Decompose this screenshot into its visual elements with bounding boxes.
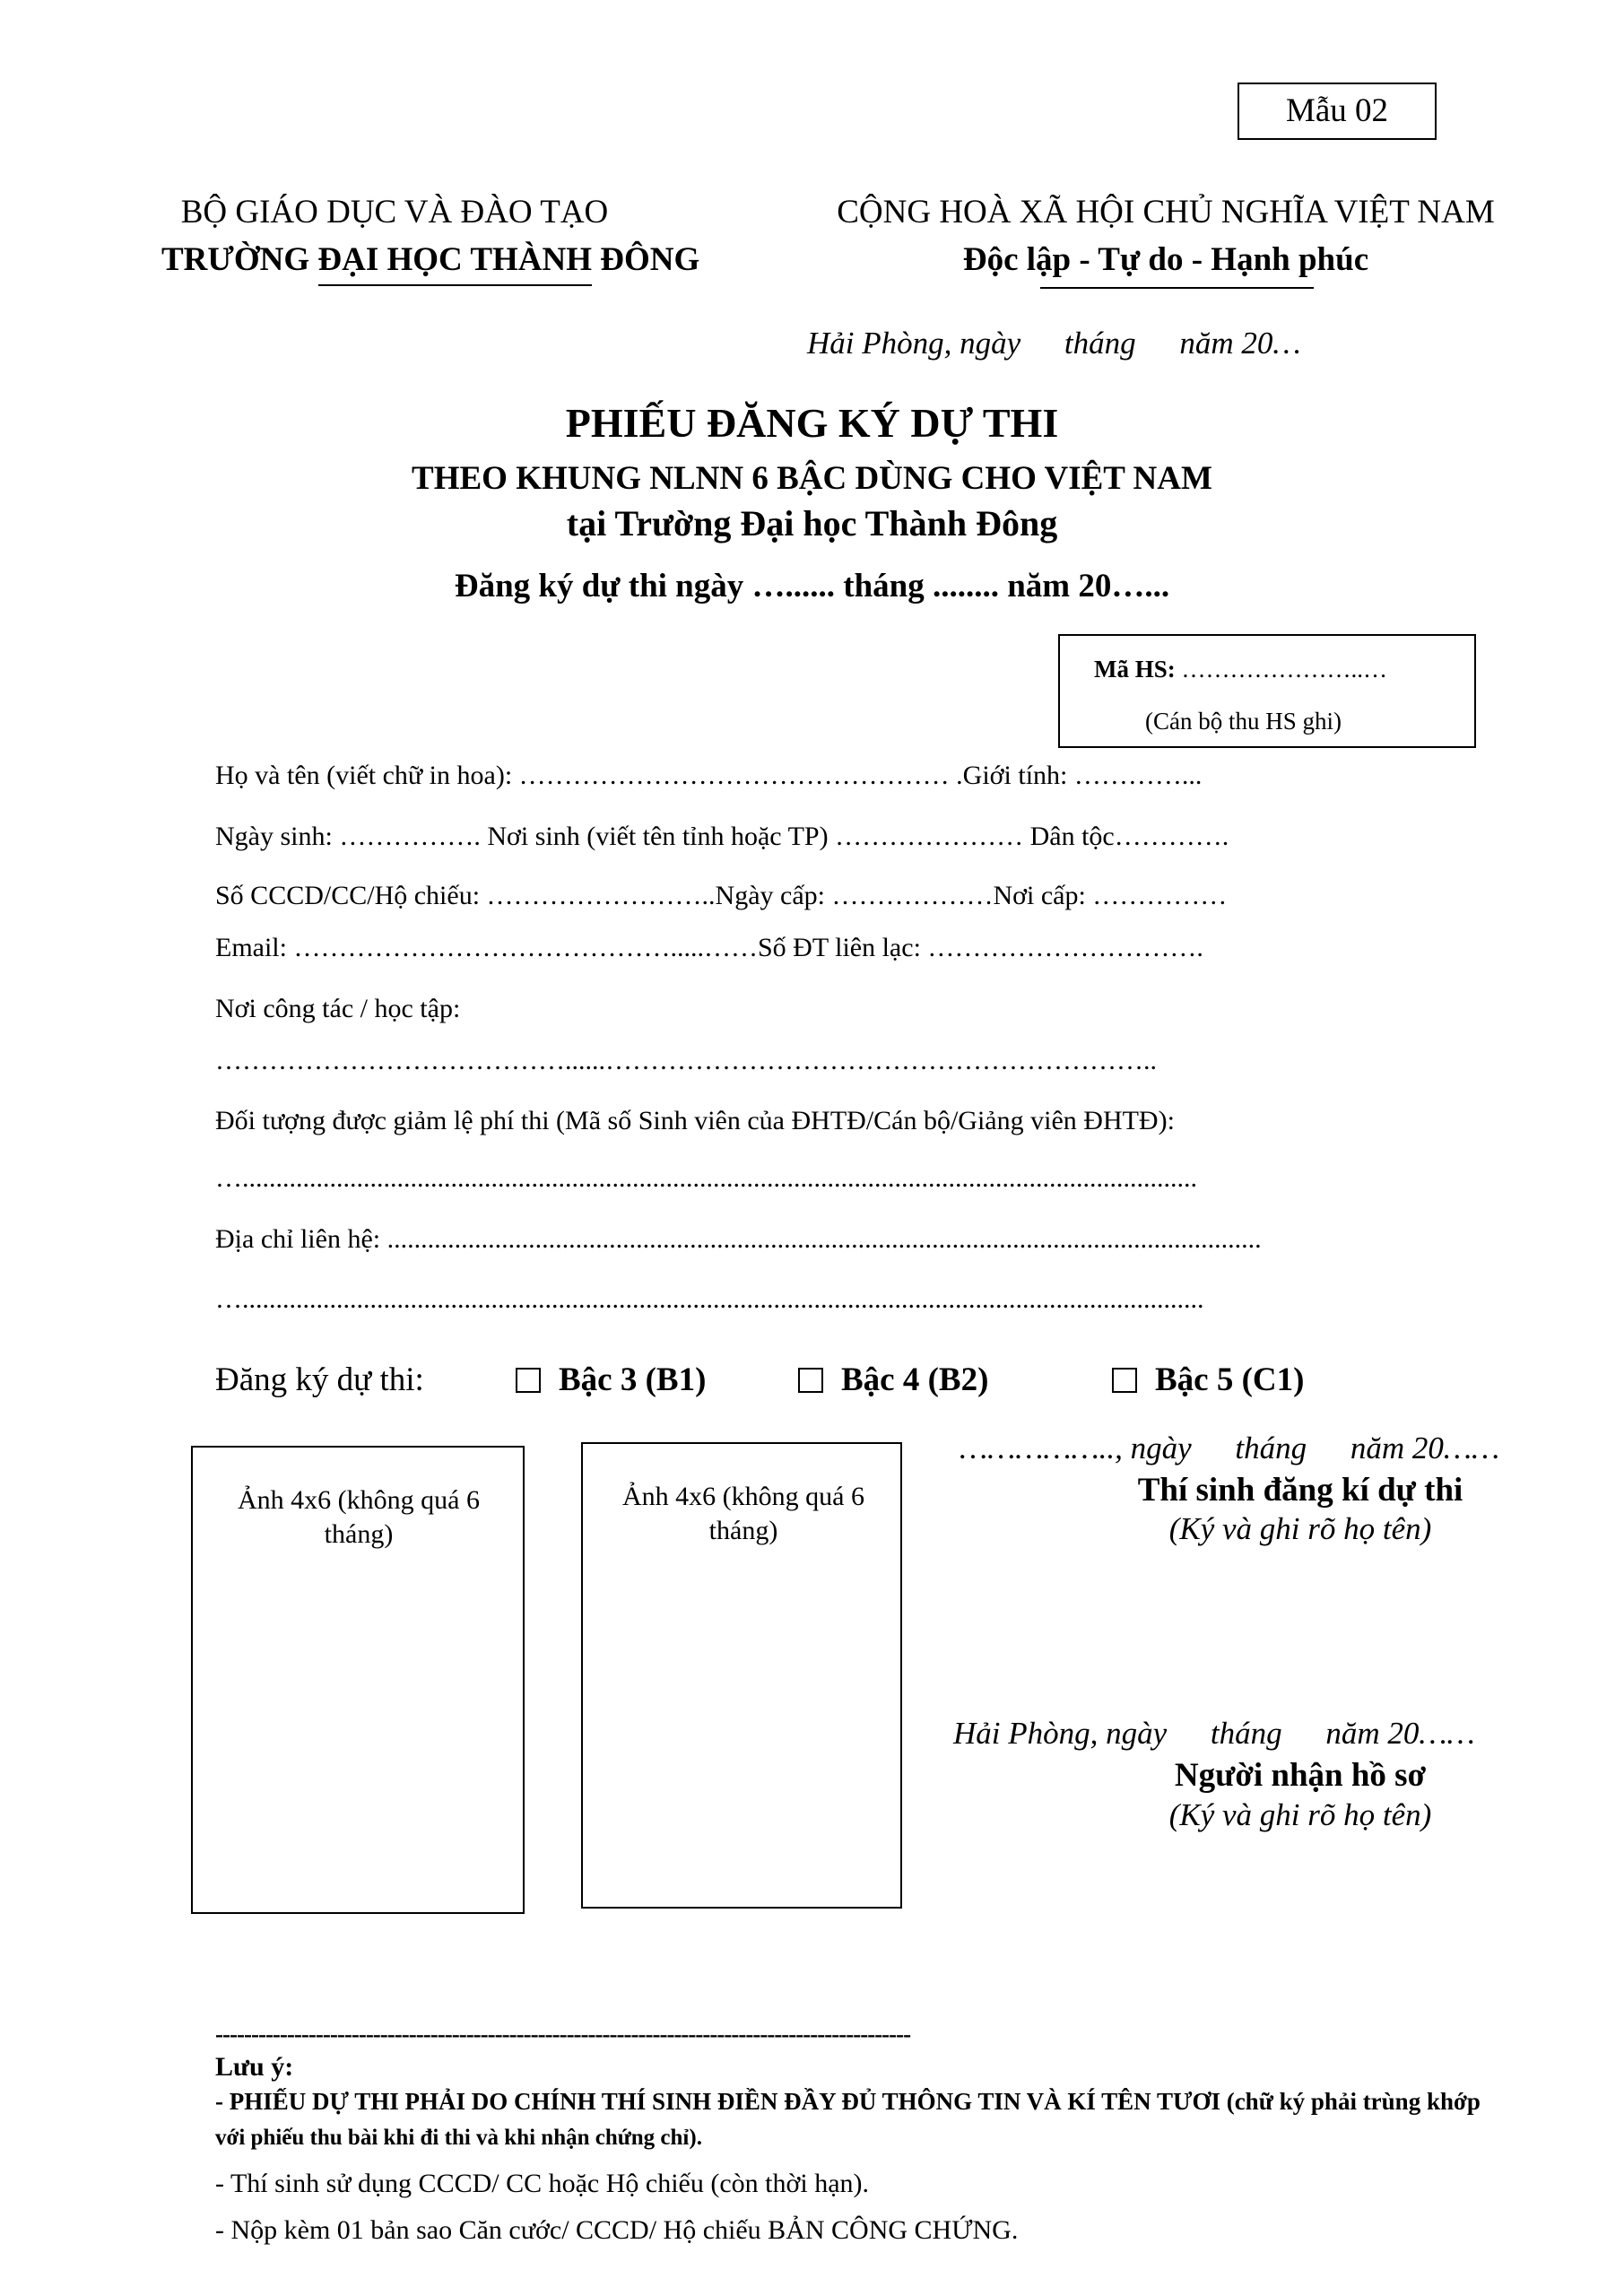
form-title: PHIẾU ĐĂNG KÝ DỰ THI <box>565 400 1059 446</box>
candidate-sign-note: (Ký và ghi rõ họ tên) <box>1168 1511 1432 1546</box>
ma-hs-dots[interactable]: …………………..… <box>1181 656 1387 683</box>
notes-title: Lưu ý: <box>215 2052 294 2082</box>
field-workplace-label: Nơi công tác / học tập: <box>215 994 461 1023</box>
university-name: TRƯỜNG ĐẠI HỌC THÀNH ĐÔNG <box>161 241 700 278</box>
level-option-b1[interactable] <box>516 1361 706 1399</box>
place-date-month: tháng <box>1064 326 1136 361</box>
level-option-b1-label: Bậc 3 (B1) <box>559 1361 707 1398</box>
level-option-b2-label: Bậc 4 (B2) <box>841 1361 989 1398</box>
place-date-year: năm 20… <box>1179 326 1301 361</box>
level-option-c1[interactable] <box>1112 1361 1304 1399</box>
field-workplace[interactable]: …………………………………......…………………………………………………….. <box>215 1046 1157 1075</box>
candidate-date-prefix: …………….., <box>960 1431 1123 1465</box>
notes-item-3: - Nộp kèm 01 bản sao Căn cước/ CCCD/ Hộ chiếu BẢN CÔNG CHỨNG. <box>215 2215 1019 2245</box>
field-full-name[interactable]: Họ và tên (viết chữ in hoa): ………………………………………… .Giới tính: …………... <box>215 761 1203 790</box>
candidate-sign-title: Thí sinh đăng kí dự thi <box>1137 1472 1463 1509</box>
form-subtitle-2: tại Trường Đại học Thành Đông <box>566 503 1058 544</box>
level-option-c1-label: Bậc 5 (C1) <box>1155 1361 1305 1398</box>
checkbox-c1[interactable] <box>1112 1368 1137 1393</box>
field-address[interactable]: Địa chỉ liên hệ: .................................................................................................................................. <box>215 1224 1262 1254</box>
checkbox-b2[interactable] <box>798 1368 823 1393</box>
receiver-date-line <box>953 1716 1475 1752</box>
candidate-date-day: ngày <box>1130 1431 1192 1465</box>
field-email-phone[interactable]: Email: …………………………………….....……Số ĐT liên lạc: …………………………. <box>215 933 1203 962</box>
notes-item-2: - Thí sinh sử dụng CCCD/ CC hoặc Hộ chiếu (còn thời hạn). <box>215 2169 870 2198</box>
photo-box-2-label: Ảnh 4x6 (không quá 6 tháng) <box>622 1482 864 1545</box>
receiver-date-month: tháng <box>1210 1716 1282 1751</box>
field-discount-label: Đối tượng được giảm lệ phí thi (Mã số Sinh viên của ĐHTĐ/Cán bộ/Giảng viên ĐHTĐ): <box>215 1106 1175 1135</box>
place-date-place: Hải Phòng, ngày <box>807 326 1021 361</box>
level-option-b2[interactable] <box>798 1361 988 1399</box>
ma-hs-note: (Cán bộ thu HS ghi) <box>1145 708 1342 735</box>
level-label: Đăng ký dự thi: <box>215 1361 424 1398</box>
photo-box-1 <box>191 1446 525 1914</box>
ma-hs-line <box>1094 656 1387 683</box>
place-date-line <box>807 326 1301 361</box>
receiver-sign-title: Người nhận hồ sơ <box>1174 1757 1427 1794</box>
receiver-sign-note: (Ký và ghi rõ họ tên) <box>1168 1797 1432 1832</box>
photo-box-1-label: Ảnh 4x6 (không quá 6 tháng) <box>238 1485 480 1549</box>
photo-box-2 <box>581 1442 902 1909</box>
notes-separator: ------------------------------------------------------------------------------------------------- <box>215 2021 911 2048</box>
candidate-date-year: năm 20…… <box>1350 1431 1500 1465</box>
motto: Độc lập - Tự do - Hạnh phúc <box>962 241 1369 278</box>
registration-date: Đăng ký dự thi ngày …...... tháng ........ năm 20…... <box>454 568 1170 604</box>
ma-hs-label: Mã HS: <box>1094 656 1176 683</box>
ma-hs-box <box>1058 634 1476 748</box>
form-subtitle-1: THEO KHUNG NLNN 6 BẬC DÙNG CHO VIỆT NAM <box>412 460 1212 497</box>
receiver-date-place: Hải Phòng, ngày <box>953 1716 1168 1751</box>
ministry-name: BỘ GIÁO DỤC VÀ ĐÀO TẠO <box>180 194 609 230</box>
candidate-date-line <box>960 1431 1499 1466</box>
candidate-date-month: tháng <box>1235 1431 1307 1465</box>
field-discount[interactable]: ….............................................................................................................................................. <box>215 1163 1197 1193</box>
receiver-date-year: năm 20…… <box>1325 1716 1475 1751</box>
motto-underline <box>1040 287 1314 289</box>
notes-item-1b: với phiếu thu bài khi đi thi và khi nhận chứng chỉ). <box>215 2126 702 2150</box>
form-code-box <box>1238 83 1437 140</box>
university-underline <box>318 284 592 286</box>
notes-item-1a: - PHIẾU DỰ THI PHẢI DO CHÍNH THÍ SINH ĐIỀN ĐẦY ĐỦ THÔNG TIN VÀ KÍ TÊN TƯƠI (chữ ký phải trùng khớp <box>215 2088 1481 2115</box>
field-birth[interactable]: Ngày sinh: ……………. Nơi sinh (viết tên tỉnh hoặc TP) ………………… Dân tộc…………. <box>215 822 1229 851</box>
field-address-line2[interactable]: …............................................................................................................................................... <box>215 1284 1204 1314</box>
checkbox-b1[interactable] <box>516 1368 541 1393</box>
field-id-card[interactable]: Số CCCD/CC/Hộ chiếu: ……………………..Ngày cấp: ………………Nơi cấp: …………… <box>215 881 1228 910</box>
country-name: CỘNG HOÀ XÃ HỘI CHỦ NGHĨA VIỆT NAM <box>837 194 1495 230</box>
form-code: Mẫu 02 <box>1285 92 1389 129</box>
